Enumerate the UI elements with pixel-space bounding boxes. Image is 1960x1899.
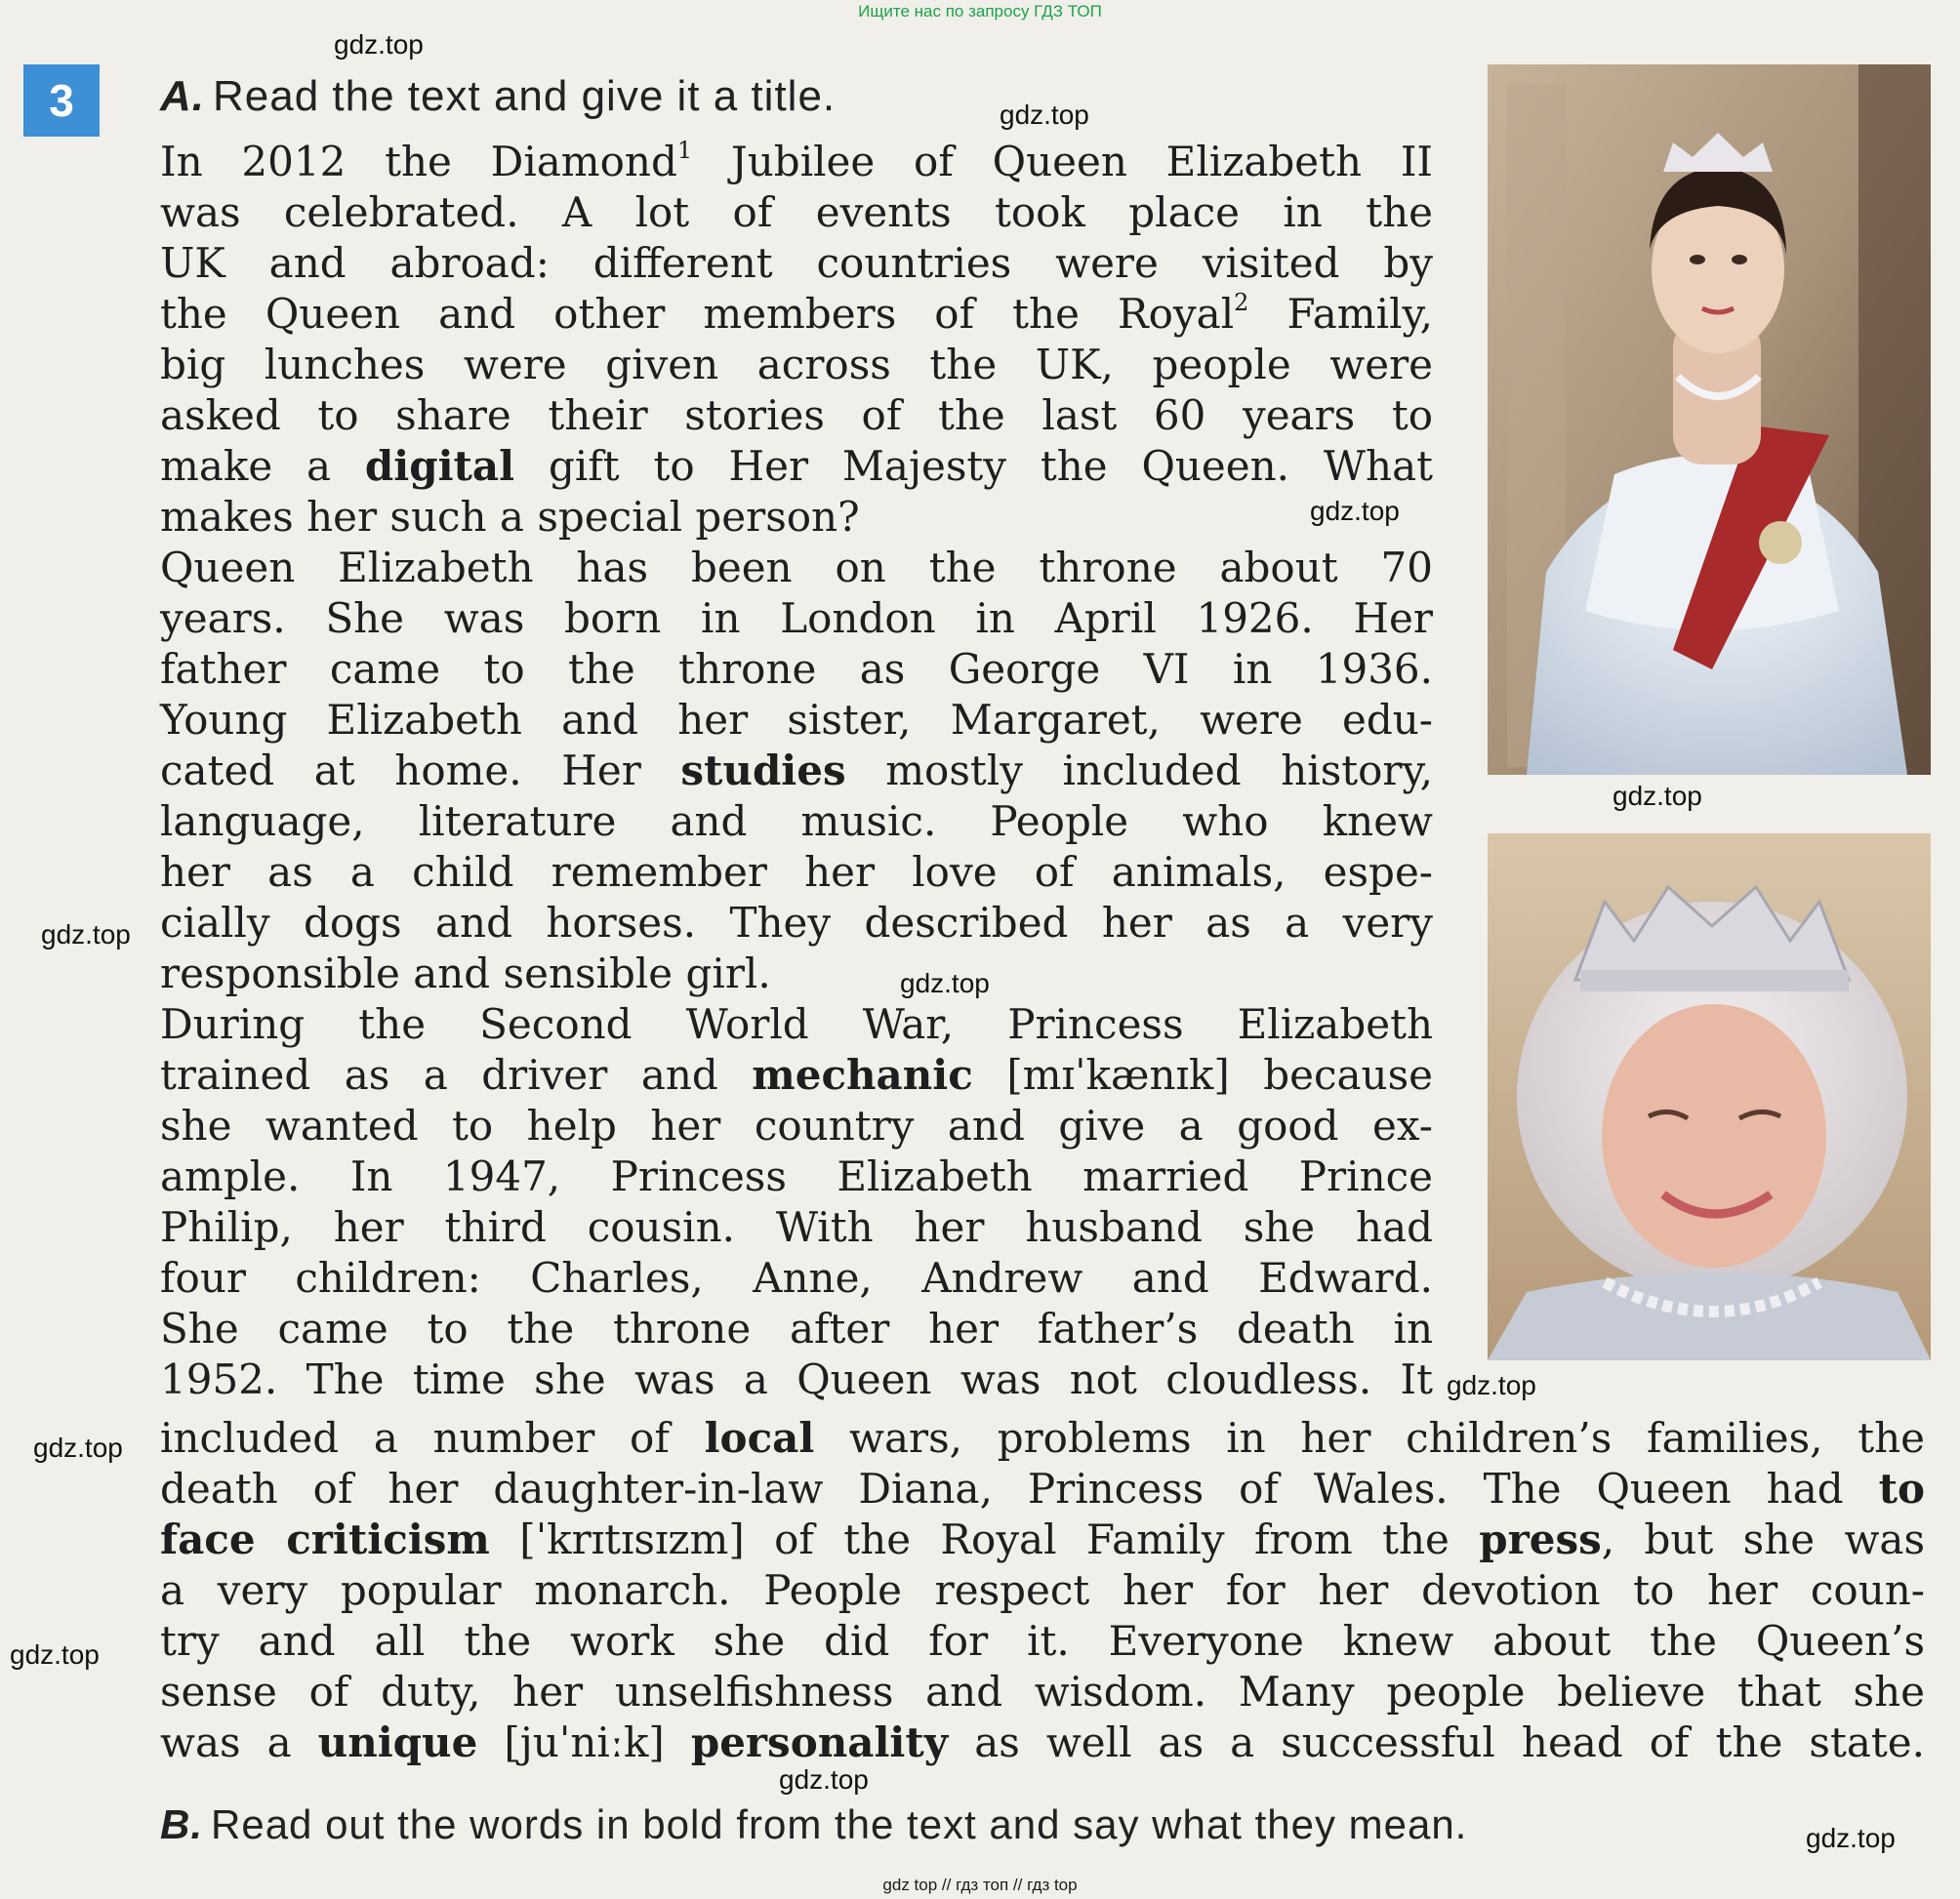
text-column-full [160, 1413, 1925, 1768]
bold-word-local: local [704, 1414, 815, 1462]
watermark: gdz.top [10, 1639, 100, 1670]
text-line: was celebrated. A lot of events took place in the [160, 188, 1433, 236]
part-a-heading [160, 72, 836, 121]
watermark: gdz.top [1613, 781, 1702, 811]
watermark: gdz.top [41, 919, 131, 950]
text-line: cially dogs and horses. They described her as a very [160, 899, 1433, 947]
part-a-letter: A. [160, 72, 205, 120]
bold-word-face-criticism: face criticism [160, 1515, 490, 1563]
part-b-letter: B. [160, 1801, 203, 1847]
text-line: language, literature and music. People who knew [160, 797, 1433, 845]
text-line: UK and abroad: different countries were visited by [160, 239, 1433, 287]
text-line: asked to share their stories of the last 60 years to [160, 391, 1433, 439]
text-line: father came to the throne as George VI in 1936. [160, 645, 1433, 693]
text-column-narrow [160, 137, 1433, 1405]
text-line: Queen Elizabeth has been on the throne about 70 [160, 544, 1433, 591]
text-line: a very popular monarch. People respect her for her devotion to her coun- [160, 1566, 1925, 1614]
text-line: the Queen and other members of the Royal$^2$ Family, [160, 289, 1433, 338]
text-line: sense of duty, her unselfishness and wisdom. Many people believe that she [160, 1668, 1925, 1716]
watermark: gdz.top [779, 1764, 869, 1795]
text-line: death of her daughter-in-law Diana, Princess of Wales. The Queen had to [160, 1465, 1925, 1513]
part-b-instruction: Read out the words in bold from the text and say what they mean. [211, 1801, 1468, 1847]
watermark: gdz.top [1806, 1823, 1896, 1853]
watermark: gdz.top [33, 1433, 123, 1463]
text-line: try and all the work she did for it. Everyone knew about the Queen’s [160, 1617, 1925, 1665]
text-line: big lunches were given across the UK, people were [160, 341, 1433, 388]
bold-word-unique: unique [317, 1718, 478, 1766]
watermark: gdz.top [334, 29, 424, 60]
bold-word-personality: personality [690, 1718, 949, 1766]
text-line: During the Second World War, Princess Elizabeth [160, 1000, 1433, 1048]
watermark: gdz.top [1000, 100, 1089, 130]
text-line: included a number of local wars, problems in her children’s families, the [160, 1414, 1926, 1462]
footer-links[interactable]: gdz top // гдз топ // гдз top [882, 1876, 1078, 1894]
text-line: years. She was born in London in April 1926. Her [160, 594, 1433, 642]
part-b-heading [160, 1801, 1467, 1848]
footnote-mark: 1 [676, 137, 693, 164]
young-queen-photo [1488, 64, 1931, 775]
text-line: cated at home. Her studies mostly included history, [160, 747, 1433, 794]
watermark: gdz.top [1447, 1370, 1536, 1400]
text-line: make a digital gift to Her Majesty the Queen. What [160, 442, 1434, 490]
text-line: she wanted to help her country and give a good ex- [160, 1102, 1433, 1150]
footnote-mark: 2 [1234, 289, 1249, 316]
text-line: trained as a driver and mechanic [mɪˈkænɪk] because [160, 1051, 1433, 1099]
bold-word-digital: digital [364, 442, 515, 490]
text-line: She came to the throne after her father’s death in [160, 1305, 1433, 1353]
bold-word-mechanic: mechanic [752, 1051, 973, 1099]
bold-word-studies: studies [680, 747, 846, 794]
text-line: face criticism [ˈkrɪtɪsɪzm] of the Royal Family from the press, but she was [160, 1515, 1926, 1563]
text-line: Young Elizabeth and her sister, Margaret, were edu- [160, 696, 1433, 744]
older-queen-photo [1488, 833, 1931, 1360]
text-line: 1952. The time she was a Queen was not cloudless. It [160, 1355, 1433, 1403]
text-line: four children: Charles, Anne, Andrew and Edward. [160, 1254, 1433, 1302]
text-line: makes her such a special person? [160, 493, 860, 541]
task-number-badge: 3 [23, 64, 100, 137]
text-line: was a unique [juˈniːk] personality as well as a successful head of the state. [160, 1718, 1925, 1766]
watermark: gdz.top [900, 968, 990, 998]
top-banner[interactable]: Ищите нас по запросу ГДЗ ТОП [858, 2, 1102, 20]
watermark: gdz.top [1310, 496, 1400, 526]
part-a-instruction: Read the text and give it a title. [213, 72, 837, 120]
text-line: her as a child remember her love of animals, espe- [160, 848, 1433, 896]
bold-word-press: press [1479, 1515, 1602, 1563]
text-line: ample. In 1947, Princess Elizabeth married Prince [160, 1152, 1433, 1200]
bold-word-to: to [1878, 1465, 1925, 1513]
text-line: Philip, her third cousin. With her husband she had [160, 1203, 1433, 1251]
text-line: In 2012 the Diamond$^1$ Jubilee of Queen Elizabeth II [160, 137, 1434, 185]
text-line: responsible and sensible girl. [160, 950, 771, 997]
